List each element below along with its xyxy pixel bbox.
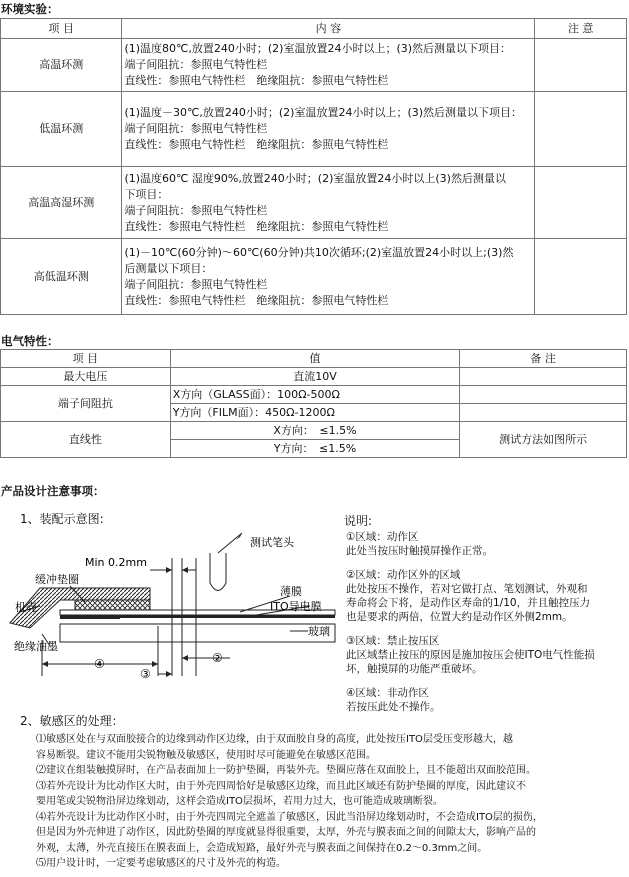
env-header-content: 内 容 <box>122 19 535 39</box>
elec-table <box>0 349 627 458</box>
env-section-title: 环境实验： <box>1 2 59 16</box>
pen-label: 测试笔头 <box>250 536 294 549</box>
resistance-y: Y方向（FILM面）：450Ω-1200Ω <box>170 404 460 422</box>
sensitive-note: ⑷若外壳设计为比动作区小时，由于外壳四周完全遮盖了敏感区，因此当沿屏边缘划动时，不会造成ITO层的损伤， <box>36 811 543 823</box>
env-row-item: 高低温环测 <box>1 239 122 315</box>
env-line: (1)温度－30℃,放置240小时；(2)室温放置24小时以上；(3)然后测量以下项目： <box>124 106 523 119</box>
env-line: 下项目： <box>124 187 169 201</box>
env-line: (1)温度80℃,放置240小时；(2)室温放置24小时以上；(3)然后测量以下项目： <box>124 42 512 55</box>
env-line: 端子间阻抗：参照电气特性栏 <box>124 203 268 217</box>
elec-section-title: 电气特性： <box>1 334 59 348</box>
assembly-subtitle: 1、装配示意图: <box>20 512 104 526</box>
env-header-item: 项 目 <box>1 19 122 39</box>
sensitive-note: ⑵建议在组装触摸屏时，在产品表面加上一防护垫圈，再装外壳。垫圈应落在双面胶上，且不能超出双面胶范围。 <box>36 765 536 776</box>
sensitive-note: 容易断裂。建议不能用尖锐物触及敏感区，使用时尽可能避免在敏感区范围。 <box>36 749 376 761</box>
sensitive-notes <box>36 732 626 872</box>
sensitive-note: ⑶若外壳设计为比动作区大时，由于外壳四周恰好是敏感区边缘，而且此区域还有防护垫圈的厚度，因此建议不 <box>36 780 526 792</box>
env-line: 端子间阻抗：参照电气特性栏 <box>124 277 268 291</box>
elec-header-item: 项 目 <box>1 350 171 368</box>
env-line: 端子间阻抗：参照电气特性栏 <box>124 122 268 135</box>
explain-head: ③区域：禁止按压区 <box>346 635 440 647</box>
zone4-label: ④ <box>94 657 105 671</box>
max-voltage-note <box>460 368 627 386</box>
explain-body: 此处当按压时触摸屏操作正常。 <box>346 545 493 557</box>
linearity-y: Y方向： ≤1.5% <box>170 440 460 458</box>
explain-body: 坏，触摸屏的功能严重破坏。 <box>346 663 483 675</box>
linearity-label: 直线性 <box>1 422 171 458</box>
env-line: 直线性：参照电气特性栏 绝缘阻抗：参照电气特性栏 <box>124 138 389 151</box>
min-label: Min 0.2mm <box>85 556 147 569</box>
case-label: 机壳 <box>15 601 37 614</box>
env-table <box>0 18 627 315</box>
env-row-content <box>122 167 535 239</box>
linearity-note: 测试方法如图所示 <box>460 422 627 458</box>
env-line: 直线性：参照电气特性栏 绝缘阻抗：参照电气特性栏 <box>124 74 389 87</box>
ito-label: ITO导电膜 <box>270 600 322 613</box>
glass-shape <box>60 624 335 642</box>
linearity-x: X方向： ≤1.5% <box>170 422 460 440</box>
explain-body: 也是要求的两倍，位置大约是动作区外侧2mm。 <box>346 611 573 623</box>
max-voltage-value: 直流10V <box>170 368 460 386</box>
resistance-x: X方向（GLASS面）：100Ω-500Ω <box>170 386 460 404</box>
explain-head: ①区域：动作区 <box>346 531 419 543</box>
explain-title: 说明: <box>344 514 373 528</box>
sensitive-subtitle: 2、敏感区的处理： <box>20 714 124 728</box>
env-row-note <box>535 39 627 92</box>
env-row-content <box>122 39 535 92</box>
max-voltage-label: 最大电压 <box>1 368 171 386</box>
zone2-label: ② <box>212 651 223 665</box>
explain-head: ②区域：动作区外的区域 <box>346 569 461 581</box>
env-line: 端子间阻抗：参照电气特性栏 <box>124 58 268 71</box>
env-row-item: 高温环测 <box>1 39 122 92</box>
sensitive-note: 但是因为外壳伸进了动作区，因此防垫圈的厚度就显得很重要，太厚，外壳与膜表面之间的间隙太大，影响产品的 <box>36 827 536 838</box>
elec-header-note: 备 注 <box>460 350 627 368</box>
sensitive-note: 外观，太薄，外壳直接压在膜表面上，会造成短路，最好外壳与膜表面之间保持在0.2～0.3mm之间。 <box>36 842 488 854</box>
sensitive-note: ⑸用户设计时，一定要考虑敏感区的尺寸及外壳的构造。 <box>36 858 286 869</box>
pen-shape <box>210 553 226 591</box>
env-row-content <box>122 239 535 315</box>
env-line: 后测量以下项目： <box>124 261 213 275</box>
insulation-label: 绝缘油墨 <box>14 640 58 653</box>
resistance-note-x <box>460 386 627 404</box>
env-line: (1)－10℃(60分钟)～60℃(60分钟)共10次循环;(2)室温放置24小时以上;(3)然 <box>124 245 514 259</box>
assembly-diagram <box>0 528 340 713</box>
explain-body: 此处按压不操作，若对它做打点、笔划测试，外观和 <box>346 583 588 595</box>
env-row-note <box>535 239 627 315</box>
explain-body: 若按压此处不操作。 <box>346 701 441 713</box>
cushion-shape <box>75 600 150 610</box>
env-row-note <box>535 167 627 239</box>
elec-header-value: 值 <box>170 350 460 368</box>
explain-head: ④区域：非动作区 <box>346 687 429 699</box>
design-section-title: 产品设计注意事项： <box>1 484 105 498</box>
env-header-note: 注 意 <box>535 19 627 39</box>
zone3-label: ③ <box>140 667 151 681</box>
film-label: 薄膜 <box>280 585 302 598</box>
resistance-label: 端子间阻抗 <box>1 386 171 422</box>
env-line: 直线性：参照电气特性栏 绝缘阻抗：参照电气特性栏 <box>124 219 389 233</box>
resistance-note-y <box>460 404 627 422</box>
sensitive-note: 要用笔或尖锐物沿屏边缘划动，这样会造成ITO层损坏，若用力过大，也可能造成玻璃断裂。 <box>36 796 443 807</box>
explain-body: 寿命将会下将，是动作区寿命的1/10，并且触控压力 <box>346 597 591 609</box>
glass-label: 玻璃 <box>308 625 330 638</box>
env-row-item: 低温环测 <box>1 92 122 167</box>
explain-block <box>346 530 626 714</box>
env-row-note <box>535 92 627 167</box>
explain-body: 此区域禁止按压的原因是施加按压会使ITO电气性能损 <box>346 649 595 661</box>
env-row-item: 高温高湿环测 <box>1 167 122 239</box>
env-line: 直线性：参照电气特性栏 绝缘阻抗：参照电气特性栏 <box>124 293 389 307</box>
bezel-label: 缓冲垫圈 <box>35 573 79 586</box>
env-line: (1)温度60℃ 湿度90%,放置240小时；(2)室温放置24小时以上(3)然后测量以 <box>124 171 506 185</box>
env-row-content <box>122 92 535 167</box>
sensitive-note: ⑴敏感区处在与双面胶接合的边缘到动作区边缘，由于双面胶自身的高度，此处按压ITO层受压变形越大，越 <box>36 734 513 745</box>
